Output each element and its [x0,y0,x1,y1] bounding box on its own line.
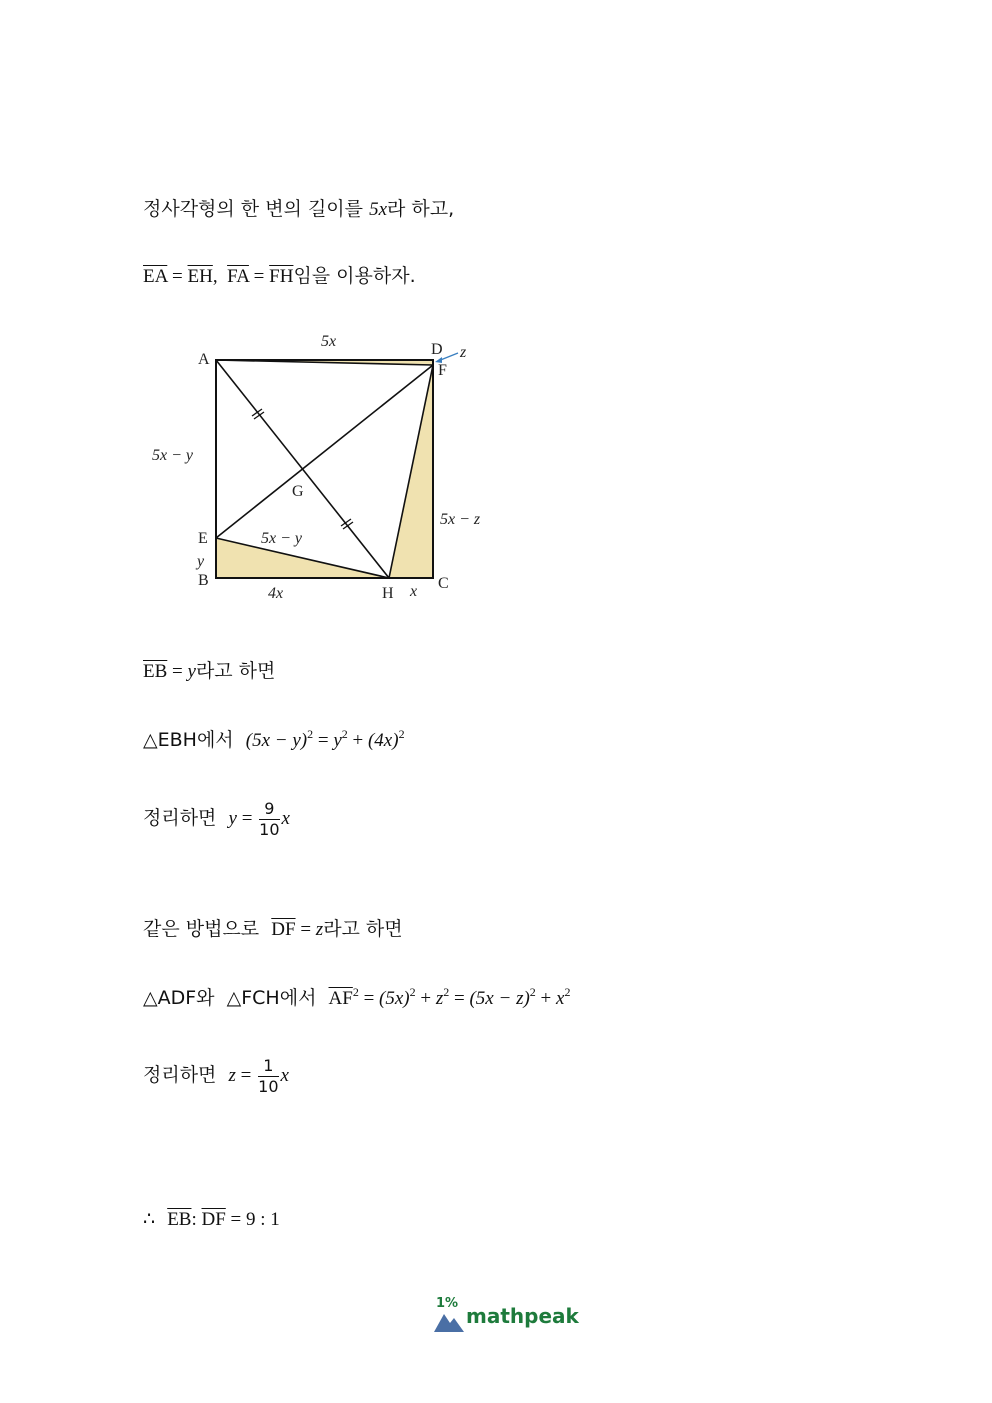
point-g: G [292,483,304,500]
point-b: B [198,572,209,589]
label-left-length: 5x − y [152,447,193,464]
fraction-1-10: $\frac{1}{10}$ [258,1055,279,1096]
label-eh-length: 5x − y [261,530,302,547]
intro-line-1: 정사각형의 한 변의 길이를 5x라 하고, [143,198,455,220]
point-h: H [382,585,394,602]
intro-line-2: $\overline{EA} = \overline{EH}$, $\overline{FA} = \overline{FH}$임을 이용하자. [143,265,416,287]
mathpeak-logo: 1% mathpeak [434,1296,574,1336]
label-bh-length: 4x [268,585,284,602]
segment-ef [216,365,433,538]
conclusion: ∴ $\overline{EB}$: $\overline{DF} = 9$ : 1 [143,1209,280,1230]
therefore-symbol: ∴ [143,1209,156,1230]
label-top-length: 5x [321,333,337,350]
point-d: D [431,341,443,358]
square-diagram [140,330,510,610]
fraction-9-10: $\frac{9}{10}$ [259,798,280,839]
label-eb-length: y [197,553,205,570]
point-c: C [438,575,449,592]
step1-result: 정리하면 y = $\frac{9}{10}$ x [143,798,290,839]
point-f: F [438,362,447,379]
label-df-length: z [460,344,467,361]
label-right-length: 5x − z [440,511,481,528]
point-e: E [198,530,208,547]
mountain-icon [434,1310,464,1332]
step2-result: 정리하면 z = $\frac{1}{10}$ x [143,1055,289,1096]
step1-equation: △EBH에서 $(5x - y)^2 = y^2 + (4x)^2$ [143,727,405,751]
step2-define: 같은 방법으로 $\overline{DF} = z$라고 하면 [143,918,403,940]
label-hc-length: x [410,583,418,600]
point-a: A [198,351,210,368]
step1-define: $\overline{EB} = y$라고 하면 [143,660,276,682]
step2-equation: △ADF와 △FCH에서 $\overline{AF}^2 = (5x)^2 + z^2 = (5x - z)^2 + x^2$ [143,985,571,1009]
